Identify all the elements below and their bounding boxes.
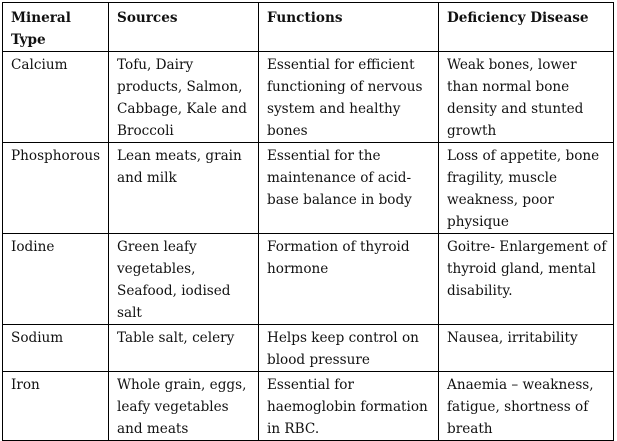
table-row	[3, 52, 614, 143]
cell-functions: Essential for the maintenance of acid-base balance in body	[259, 143, 439, 234]
table-row	[3, 234, 614, 325]
cell-deficiency: Loss of appetite, bone fragility, muscle weakness, poor physique	[439, 143, 614, 234]
cell-functions: Essential for efficient functioning of nervous system and healthy bones	[259, 52, 439, 143]
cell-sources: Lean meats, grain and milk	[109, 143, 259, 234]
cell-sources: Table salt, celery	[109, 325, 259, 372]
header-mineral-type: Mineral Type	[3, 3, 109, 52]
cell-mineral: Iodine	[3, 234, 109, 325]
minerals-table	[2, 2, 614, 441]
cell-functions: Formation of thyroid hormone	[259, 234, 439, 325]
cell-deficiency: Goitre- Enlargement of thyroid gland, mental disability.	[439, 234, 614, 325]
cell-sources: Tofu, Dairy products, Salmon, Cabbage, Kale and Broccoli	[109, 52, 259, 143]
table-row	[3, 143, 614, 234]
cell-mineral: Sodium	[3, 325, 109, 372]
cell-functions: Helps keep control on blood pressure	[259, 325, 439, 372]
cell-sources: Whole grain, eggs, leafy vegetables and meats	[109, 372, 259, 441]
cell-mineral: Phosphorous	[3, 143, 109, 234]
cell-mineral: Calcium	[3, 52, 109, 143]
cell-deficiency: Weak bones, lower than normal bone density and stunted growth	[439, 52, 614, 143]
table-row	[3, 372, 614, 441]
cell-deficiency: Nausea, irritability	[439, 325, 614, 372]
cell-functions: Essential for haemoglobin formation in RBC.	[259, 372, 439, 441]
cell-deficiency: Anaemia – weakness, fatigue, shortness of breath	[439, 372, 614, 441]
cell-mineral: Iron	[3, 372, 109, 441]
table-header-row	[3, 3, 614, 52]
header-deficiency-disease: Deficiency Disease	[439, 3, 614, 52]
header-functions: Functions	[259, 3, 439, 52]
table-row	[3, 325, 614, 372]
header-sources: Sources	[109, 3, 259, 52]
cell-sources: Green leafy vegetables, Seafood, iodised salt	[109, 234, 259, 325]
